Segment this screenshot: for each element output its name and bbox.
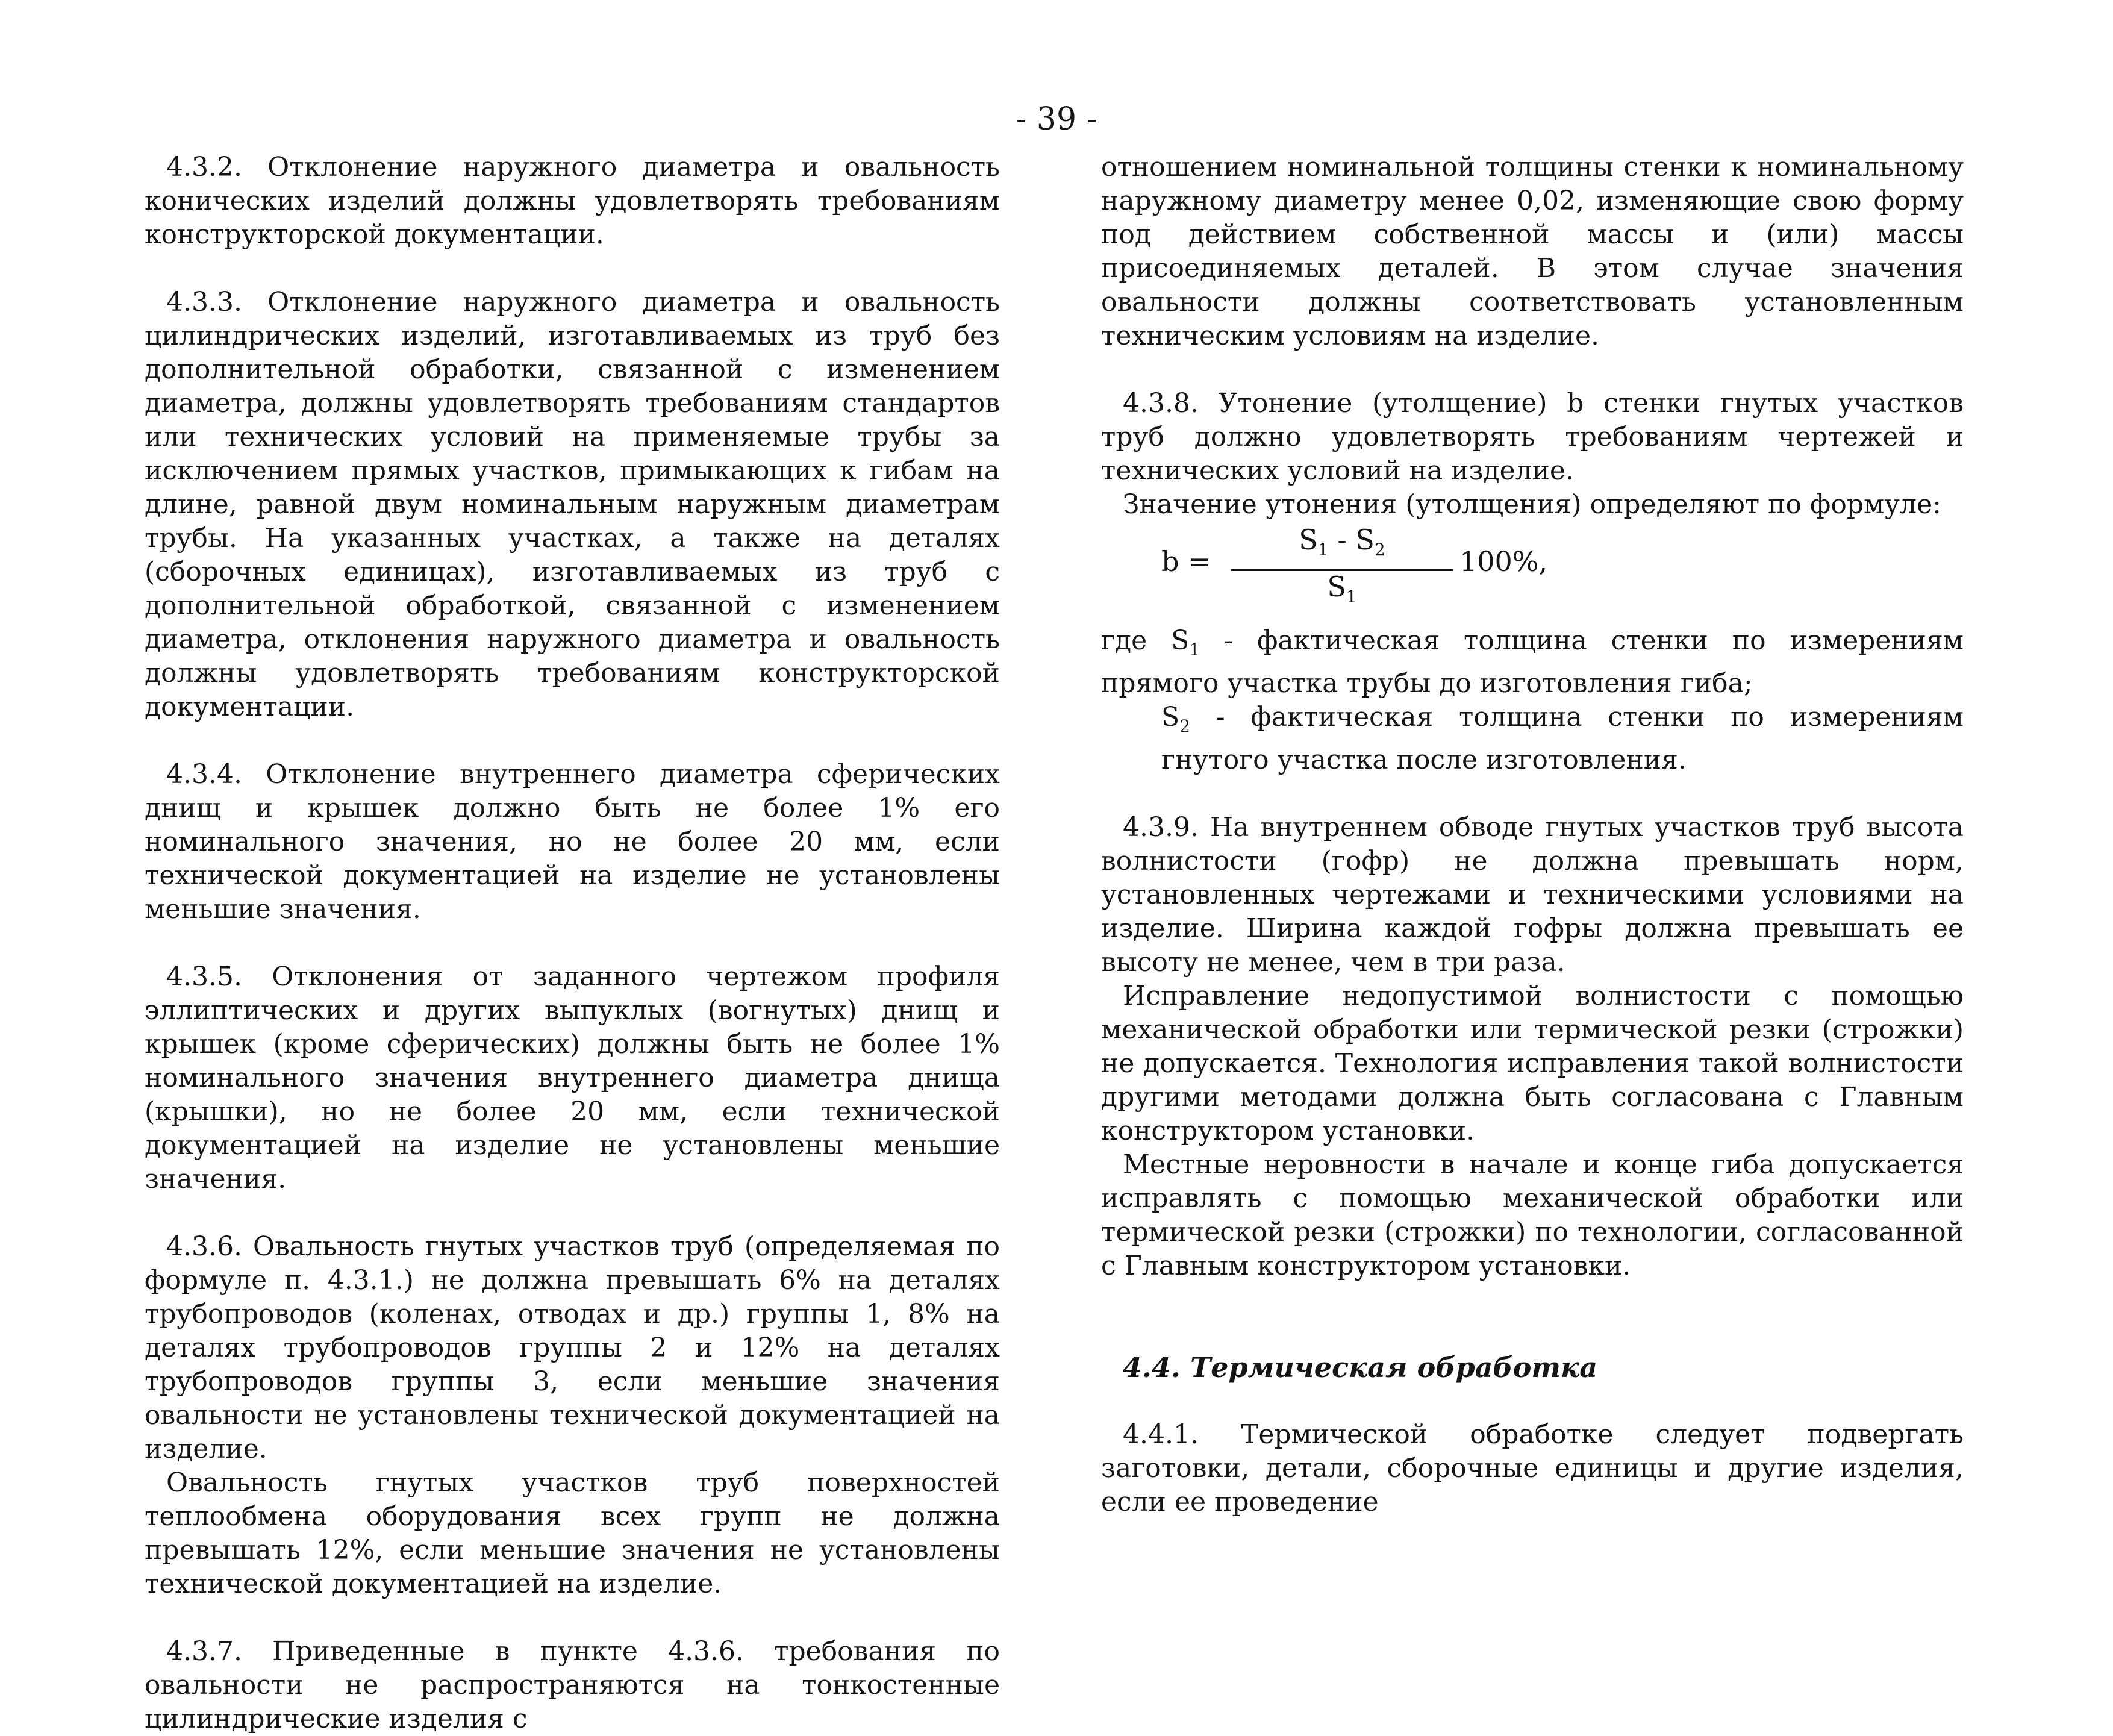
page-number: - 39 -	[1016, 101, 1097, 137]
formula-lhs: b =	[1161, 545, 1211, 578]
paragraph-4-3-6-ovality: Овальность гнутых участков труб поверхностей теплообмена оборудования всех групп не должна превышать 12%, если меньшие значения не установлены технической документацией на изделие.	[145, 1467, 1000, 1599]
paragraph-4-4-1: 4.4.1. Термической обработке следует подвергать заготовки, детали, сборочные единицы и другие изделия, если ее проведение	[1101, 1419, 1964, 1517]
formula-intro: Значение утонения (утолщения) определяют по формуле:	[1123, 489, 1941, 520]
definition-s1: где $S_1$ - фактическая толщина стенки по измерениям прямого участка трубы до изготовления гиба;	[1101, 625, 1964, 699]
formula-fraction	[1231, 522, 1453, 613]
paragraph-4-3-6: 4.3.6. Овальность гнутых участков труб (определяемая по формуле п. 4.3.1.) не должна превышать 6% на деталях трубопроводов (коленах, отводах и др.) группы 1, 8% на деталях трубопроводов группы 2 и 12% на деталях трубопроводов группы 3, если меньшие значения овальности не установлены технической документацией на изделие.	[145, 1231, 1000, 1464]
formula-percent: 100%,	[1459, 545, 1548, 578]
paragraph-4-3-4: 4.3.4. Отклонение внутреннего диаметра сферических днищ и крышек должно быть не более 1% его номинального значения, но не более 20 мм, если технической документацией на изделие не установлены меньшие значения.	[145, 759, 1000, 925]
paragraph-4-3-2: 4.3.2. Отклонение наружного диаметра и овальность конических изделий должны удовлетворять требованиям конструкторской документации.	[145, 152, 1000, 250]
paragraph-4-3-9-correction: Исправление недопустимой волнистости с помощью механической обработки или термической резки (строжки) не допускается. Технология исправления такой волнистости другими методами должна быть согласована с Главным конструктором установки.	[1101, 980, 1964, 1146]
thinning-formula	[1101, 522, 1964, 624]
section-heading-4-4: 4.4. Термическая обработка	[1123, 1350, 1597, 1384]
formula-numerator: $S_1 - S_2$	[1231, 522, 1453, 571]
paragraph-4-3-9: 4.3.9. На внутреннем обводе гнутых участков труб высота волнистости (гофр) не должна превышать норм, установленных чертежами и техническими условиями на изделие. Ширина каждой гофры должна превышать ее высоту не менее, чем в три раза.	[1101, 811, 1964, 978]
paragraph-4-3-8: 4.3.8. Утонение (утолщение) b стенки гнутых участков труб должно удовлетворять требованиям чертежей и технических условий на изделие.	[1101, 388, 1964, 486]
formula-denominator: $S_1$	[1327, 570, 1357, 607]
paragraph-4-3-9-local-unevenness: Местные неровности в начале и конце гиба допускается исправлять с помощью механической обработки или термической резки (строжки) по технологии, согласованной с Главным конструктором установки.	[1101, 1149, 1964, 1281]
left-column	[145, 151, 1000, 1736]
paragraph-4-3-3: 4.3.3. Отклонение наружного диаметра и овальность цилиндрических изделий, изготавливаемых из труб без дополнительной обработки, связанной с изменением диаметра, должны удовлетворять требованиям стандартов или технических условий на применяемые трубы за исключением прямых участков, примыкающих к гибам на длине, равной двум номинальным наружным диаметрам трубы. На указанных участках, а также на деталях (сборочных единицах), изготавливаемых из труб с дополнительной обработкой, связанной с изменением диаметра, отклонения наружного диаметра и овальность должны удовлетворять требованиям конструкторской документации.	[145, 287, 1000, 722]
definition-s2: $S_2$ - фактическая толщина стенки по измерениям гнутого участка после изготовления.	[1161, 701, 1964, 775]
paragraph-4-3-7-continued: отношением номинальной толщины стенки к номинальному наружному диаметру менее 0,02, изменяющие свою форму под действием собственной массы и (или) массы присоединяемых деталей. В этом случае значения овальности должны соответствовать установленным техническим условиям на изделие.	[1101, 152, 1964, 351]
right-column	[1101, 151, 1964, 1519]
paragraph-4-3-5: 4.3.5. Отклонения от заданного чертежом профиля эллиптических и других выпуклых (вогнутых) днищ и крышек (кроме сферических) должны быть не более 1% номинального значения внутреннего диаметра днища (крышки), но не более 20 мм, если технической документацией на изделие не установлены меньшие значения.	[145, 961, 1000, 1194]
paragraph-4-3-7: 4.3.7. Приведенные в пункте 4.3.6. требования по овальности не распространяются на тонкостенные цилиндрические изделия с	[145, 1636, 1000, 1734]
